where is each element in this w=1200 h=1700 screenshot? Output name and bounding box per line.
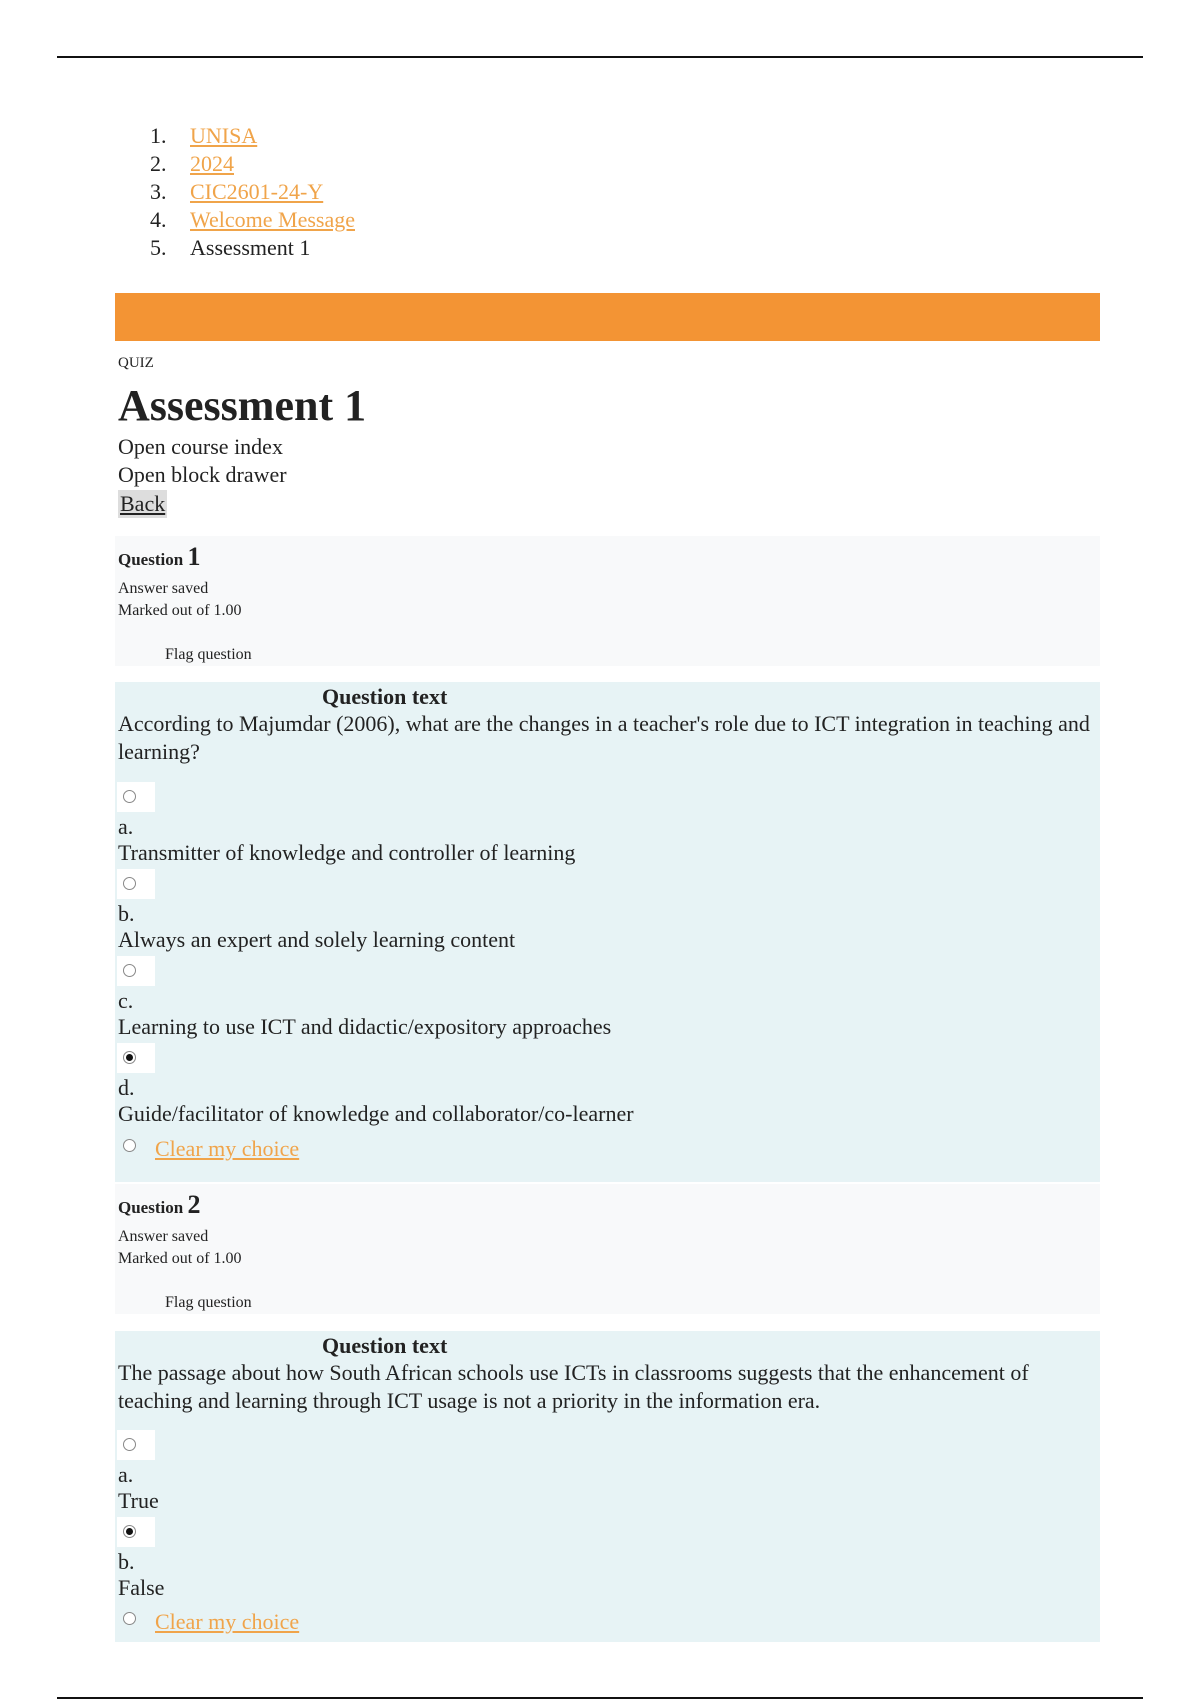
page-title: Assessment 1 [118, 381, 367, 430]
option-b-radio[interactable] [117, 1517, 155, 1547]
option-text: Transmitter of knowledge and controller of learning [118, 840, 576, 865]
question-state: Answer saved [118, 1228, 209, 1245]
question-1-content [115, 682, 1100, 1182]
clear-choice-link[interactable]: Clear my choice [155, 1136, 300, 1161]
breadcrumb-link-welcome[interactable]: Welcome Message [190, 207, 355, 232]
option-text: False [118, 1575, 165, 1600]
option-b-radio[interactable] [117, 869, 155, 899]
option-d-radio[interactable] [117, 1043, 155, 1073]
option-text: True [118, 1488, 159, 1513]
question-2-content [115, 1331, 1100, 1642]
radio-circle[interactable] [123, 790, 136, 803]
question-2-info [115, 1184, 1100, 1314]
option-c-radio[interactable] [117, 956, 155, 986]
radio-circle[interactable] [123, 877, 136, 890]
question-text: The passage about how South African schools use ICTs in classrooms suggests that the enhancement of teaching and learning through ICT usage is not a priority in the information era. [118, 1360, 1029, 1413]
question-number: Question 1 [118, 542, 201, 571]
header-banner [115, 293, 1100, 341]
radio-circle-selected[interactable] [123, 1051, 136, 1064]
back-button[interactable]: Back [120, 491, 166, 516]
breadcrumb-item: 3. CIC2601-24-Y [150, 179, 324, 204]
radio-circle[interactable] [123, 964, 136, 977]
breadcrumb-link-2024[interactable]: 2024 [190, 151, 234, 176]
breadcrumb-link-course[interactable]: CIC2601-24-Y [190, 179, 324, 204]
option-letter: b. [118, 1549, 135, 1574]
question-number: Question 2 [118, 1190, 201, 1219]
quiz-label: QUIZ [118, 355, 154, 371]
option-a-radio[interactable] [117, 1430, 155, 1460]
top-rule [57, 56, 1143, 58]
question-mark: Marked out of 1.00 [118, 602, 242, 619]
option-text: Learning to use ICT and didactic/expository approaches [118, 1014, 612, 1039]
breadcrumb-item: 5. Assessment 1 [150, 235, 311, 260]
flag-question-button[interactable]: Flag question [165, 1294, 252, 1311]
option-letter: d. [118, 1075, 135, 1100]
clear-choice-link[interactable]: Clear my choice [155, 1609, 300, 1634]
radio-circle-selected[interactable] [123, 1525, 136, 1538]
flag-question-button[interactable]: Flag question [165, 646, 252, 663]
bottom-rule [57, 1697, 1143, 1699]
open-course-index-button[interactable]: Open course index [118, 434, 283, 459]
breadcrumb [150, 122, 355, 262]
question-state: Answer saved [118, 580, 209, 597]
question-text-heading: Question text [322, 684, 448, 709]
option-letter: a. [118, 1462, 134, 1487]
breadcrumb-item: 2. 2024 [150, 151, 234, 176]
question-text-heading: Question text [322, 1333, 448, 1358]
option-letter: a. [118, 814, 134, 839]
option-letter: c. [118, 988, 134, 1013]
breadcrumb-link-unisa[interactable]: UNISA [190, 123, 258, 148]
open-block-drawer-button[interactable]: Open block drawer [118, 462, 287, 487]
option-a-radio[interactable] [117, 782, 155, 812]
question-text: According to Majumdar (2006), what are the changes in a teacher's role due to ICT integration in teaching and learning? [118, 711, 1090, 764]
option-text: Always an expert and solely learning content [118, 927, 516, 952]
option-text: Guide/facilitator of knowledge and collaborator/co-learner [118, 1101, 634, 1126]
clear-choice-radio[interactable] [123, 1612, 136, 1625]
breadcrumb-item: 1. UNISA [150, 123, 258, 148]
question-mark: Marked out of 1.00 [118, 1250, 242, 1267]
clear-choice-radio[interactable] [123, 1139, 136, 1152]
radio-circle[interactable] [123, 1438, 136, 1451]
breadcrumb-item: 4. Welcome Message [150, 207, 355, 232]
breadcrumb-current: Assessment 1 [190, 235, 311, 260]
question-1-info [115, 536, 1100, 666]
option-letter: b. [118, 901, 135, 926]
